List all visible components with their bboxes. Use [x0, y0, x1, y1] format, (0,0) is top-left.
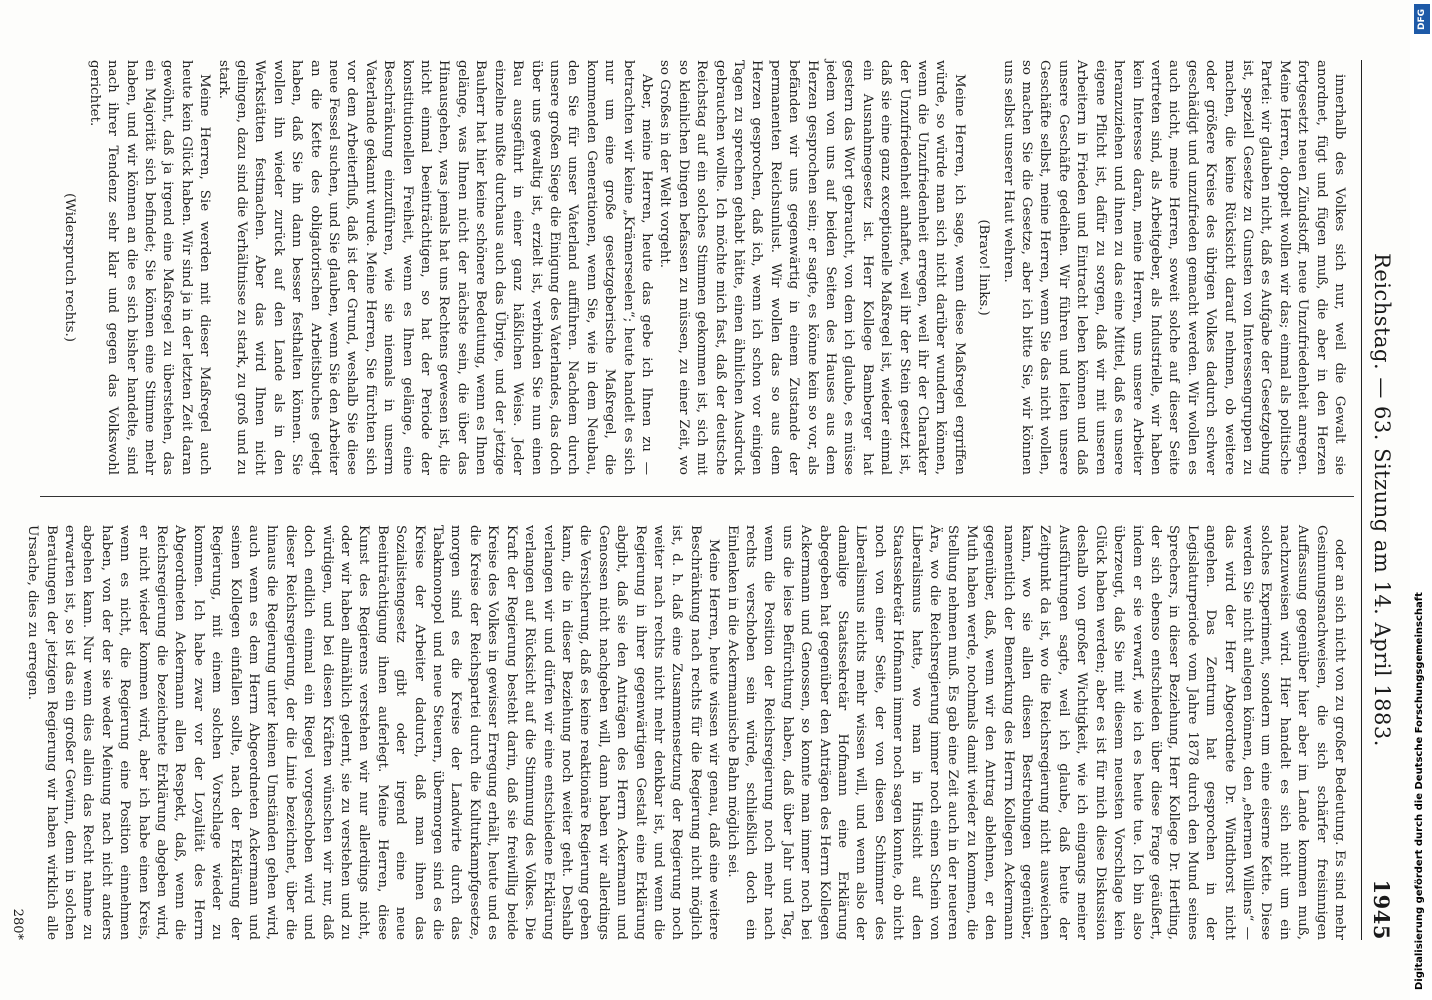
paragraph: innerhalb des Volkes sich nur, weil die Gewalt sie anordnet, fügt und fügen muß, die aber in den Herzen fortgesetzt neuen Zündstoff, neue Unzufriedenheit anregen. Meine Herren, doppelt wollen wir das; einmal als politische Partei: wir glauben nicht, daß es Aufgabe der Gesetzgebung ist, speziell Gesetze zu Gunsten von Interessengruppen zu machen, die keine Rücksicht darauf nehmen, ob weitere oder größere Kreise des übrigen Volkes dadurch schwer geschädigt und unzufrieden gemacht werden. Wir wollen es auch nicht, meine Herren, soweit solche auf dieser Seite vertreten sind, als Arbeitgeber, als Industrielle, wir haben kein Interesse daran, meine Herren, uns unsere Arbeiter heranzuziehen und ihnen zu das eine Mittel, daß es unsere eigene Pflicht ist, dafür zu sorgen, daß wir mit unseren Arbeitern in Frieden und Eintracht leben können und daß unsere Geschäfte gedeihen. Wir führen und leiten unsere Geschäfte selbst, meine Herren, wenn Sie das nicht wollen, so machen Sie die Gesetze, aber ich bitte Sie, wir können uns selbst unserer Haut wehren.	[1000, 60, 1347, 475]
paragraph: Meine Herren, Sie werden mit dieser Maßregel auch heute kein Glück haben. Wir sind ja in der letzten Zeit daran gewöhnt, daß ja irgend eine Maßregel zu überstehen, das ein Majorität sich befindet; Sie können eine Stimme mehr haben, und wir können an die es sich bisher handelte, sind nach ihrer Tendenz sehr klar und gegen das Volkswohl gerichtet.	[86, 60, 213, 475]
credit-strip	[1410, 0, 1432, 1000]
column-divider	[40, 496, 1354, 497]
paragraph: Meine Herren, heute wissen wir genau, daß eine weitere Beschränkung nach rechts für die Regierung nicht möglich ist, d. h. daß eine Zusammensetzung der Regierung noch weiter nach rechts nicht mehr denkbar ist, und wenn die Regierung in ihrer gegenwärtigen Gestalt eine Erklärung abgibt, daß sie den Anträgen des Herrn Ackermann und Genossen nicht nachgeben will, dann haben wir allerdings die Versicherung, daß es keine reaktionäre Regierung geben kann, die in dieser Beziehung noch weiter geht. Deshalb verlangen wir und dürfen wir eine entschiedene Erklärung verlangen auf Rücksicht auf die Stimmung des Volkes. Die Kraft der Regierung besteht darin, daß sie freiwillig beide Kreise des Volkes in gewisser Erregung erhält, heute und es die Kreise der Reichspartei durch die Kulturkampfgesetze, morgen sind es die Kreise der Landwirte durch das Tabakmonopol und neue Steuern, übermorgen sind es die Kreise der Arbeiter dadurch, daß man ihnen das Sozialistengesetz gibt oder irgend eine neue Beeinträchtigung ihnen auferlegt. Meine Herren, diese Kunst des Regierens verstehen wir nur allerdings nicht, oder wir haben allmählich gelernt, sie zu verstehen und zu würdigen, und bei diesen Kräften wünschen wir nur, daß doch endlich einmal ein Riegel vorgeschoben wird und dieser Reichsregierung, der die Linie bezeichnet, über die hinaus die Regierung unter keinen Umständen gehen wird, auch wenn es dem Herrn Abgeordneten Ackermann und seinen Kollegen einfallen sollte, nach der Erklärung der Regierung, mit einem solchen Vorschlage wieder zu kommen. Ich habe zwar vor der Loyalität des Herrn Abgeordneten Ackermann allen Respekt, daß, wenn die Reichsregierung die bezeichnete Erklärung abgeben wird, er nicht wieder kommen wird, aber ich habe einen Kreis, wenn es nicht, die Regierung eine Position einnehmen haben, von der der sie weder Meinung nach nicht anders abgehen kann. Nur wenn dies allein das Recht nahme zu erwarten ist, so ist das ein großer Gewinn, denn in solchen Beratungen der jetzigen Regierung wir haben wirklich alle Ursache, dies zu erregen.	[25, 525, 722, 940]
page-number: 1945	[1369, 879, 1394, 940]
dfg-logo: DFG	[1414, 4, 1430, 34]
header-title: Reichstag. — 63. Sitzung am 14. April 1883.	[1370, 253, 1394, 747]
credit-text: Digitalisierung gefördert durch die Deutsche Forschungsgemeinschaft	[1414, 592, 1425, 990]
paragraph: oder an sich nicht von zu großer Bedeutung. Es sind mehr Gesinnungsnachweisen, die sich schärfer freisinnigen Auffassung gegenüber hier aber im Lande kommen muß, nachzuweisen wird. Hier handelt es sich nicht um ein solches Experiment, sondern um eine eiserne Kette. Diese werden Sie nicht anlegen können, den „ehernen Willens“ — das wird der Herr Abgeordnete Dr. Windthorst nicht angehen. Das Zentrum hat gesprochen in der Legislaturperiode vom Jahre 1878 durch den Mund seines Sprechers, in dieser Beziehung, Herr Kollege Dr. Hertling, der sich ebenso entschieden über diese Frage geäußert, indem er sie verwarf, wie ich es heute tue. Ich bin also überzeugt, daß Sie mit diesem neuesten Vorschlage kein Glück haben werden; aber es ist für mich diese Diskussion deshalb von großer Wichtigkeit, wie ich eingangs meiner Ausführungen sagte, weil ich glaube, daß heute der Zeitpunkt da ist, wo die Reichsregierung nicht ausweichen kann, wo sie allen diesen Bestrebungen gegenüber, namentlich der Bemerkung des Herrn Kollegen Ackermann gegenüber, daß, wenn wir den Antrag ablehnen, er den Muth haben werde, nochmals damit wieder zu kommen, die Stellung nehmen muß. Es gab eine Zeit auch in der neueren Ära, wo die Reichsregierung immer noch einen Schein von Liberalismus hatte, wo man in Hinsicht auf den Staatssekretär Hofmann immer noch sagen konnte, ob nicht noch von einer Seite, der von diesen Schimmer des Liberalismus nichts mehr wissen will, und wenn also der damalige Staatssekretär Hofmann eine Erklärung abgegeben hat gegenüber den Anträgen des Herrn Kollegen Ackermann und Genossen, so konnte man immer noch bei uns die leise Befürchtung haben, daß über Jahr und Tag, wenn die Position der Reichsregierung noch mehr nach rechts verschoben sein würde, schließlich doch ein Einlenken in die Ackermannische Bahn möglich sei.	[724, 525, 1347, 940]
page-header	[1361, 60, 1402, 940]
paragraph: Aber, meine Herren, heute das gebe ich Ihnen zu — betrachten wir keine „Krämerseelen“; heute handelt es sich nur um eine große gesetzgeberische Maßregel, die kommenden Generationen, wenn Sie, wie in dem Neubau, den Sie für unser Vaterland aufführen. Nachdem durch unsere großen Siege die Einigung des Vaterlandes, das doch über uns gewaltig ist, erzielt ist, verbinden Sie nun einen Bau ausgeführt in einer ganz häßlichen Weise. Jeder einzelne mußte durchaus auch das Übrige, und der jetzige Bauherr hat hier keine schönere Bedeutung, wenn es Ihnen gelänge, was Ihnen nicht der nächste sein, die über das Hinausgehen, was jemals hat uns Rechtens gewesen ist, die nicht einmal beeinträchtigen, so hat der Periode der konstitutionellen Freiheit, wenn es Ihnen gelänge, eine Beschränkung einzuführen, wie sie niemals in unserm Vaterlande gekannt wurde. Meine Herren, Sie fürchten sich vor dem Arbeiterfluß, daß ist der Grund, weshalb Sie diese neue Fessel suchen, und Sie glauben, wenn Sie den Arbeiter an die Kette des obligatorischen Arbeitsbuches gelegt haben, daß Sie ihn dann besser festhalten können. Sie wollen ihn wieder zurück auf den Lande als in den Werkstätten festmachen. Aber das wird Ihnen nicht gelingen, dazu sind die Verhältnisse zu stark, zu groß und zu stark.	[215, 60, 654, 475]
signature-mark: 280*	[10, 908, 25, 940]
right-column	[25, 525, 1348, 940]
applause-note: (Bravo! links.)	[976, 219, 992, 316]
left-column	[40, 60, 1348, 475]
paragraph: Meine Herren, ich sage, wenn diese Maßregel ergriffen würde, so würde man sich nicht darüber wundern können, wenn die Unzufriedenheit erregen, weil ihr der Charakter der Unzufriedenheit anhaftet, weil ihr der Stein gesetzt ist, daß sie eine ganz exceptionelle Maßregel ist, wieder einmal ein Ausnahmegesetz ist. Herr Kollege Bamberger hat gestern das Wort gebraucht, von dem ich glaube, es müsse jedem von uns auf beiden Seiten des Hauses aus dem Herzen gesprochen sein; er sagte, es könne kein so vor, als befänden wir uns gegenwärtig in einem Zustande der permanenten Reichsunlust. Wir wollen das so aus dem Herzen gesprochen, daß ich, wenn ich schon vor einigen Tagen zu sprechen gehabt hätte, einen ähnlichen Ausdruck gebrauchen wollte. Ich möchte mich fast, daß der deutsche Reichstag auf ein solches Stimmen gekommen ist, sich mit so kleinlichen Dingen befassen zu müssen, zu einer Zeit, wo so Großes in der Welt vorgeht.	[657, 60, 967, 475]
dissent-note: (Widerspruch rechts.)	[62, 193, 78, 342]
